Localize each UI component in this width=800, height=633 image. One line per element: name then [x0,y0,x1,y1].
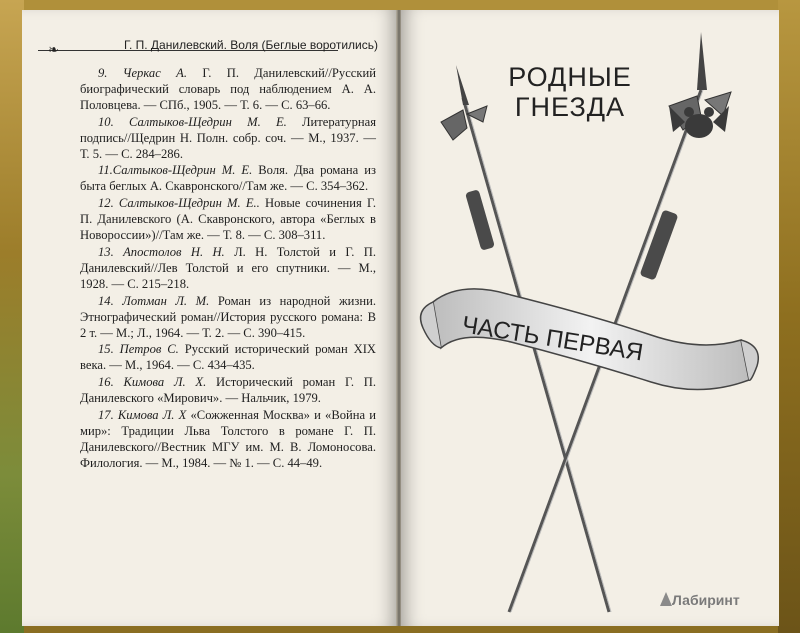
reference-item [80,66,376,114]
reference-author: 12. Салтыков-Щедрин М. Е.. [98,196,260,211]
book-cover-left [0,0,24,633]
reference-item [80,115,376,163]
reference-item [80,342,376,374]
reference-item [80,196,376,244]
reference-list [80,66,376,473]
reference-text: Роман из народной жизни. Этнографический роман//История русского романа: В 2 т. — М.; Л., 1964. — Т. 2. — С. 390–415. [80,293,376,340]
reference-item [80,294,376,342]
reference-text: Новые сочинения Г. П. Данилевского (А. Скавронского, автора «Беглых в Новороссии»)//Там же. — Т. 8. — С. 308–311. [80,196,376,243]
reference-text: Л. Н. Толстой и Г. П. Данилевский//Лев Толстой и его спутники. — М., 1928. — С. 215–218. [80,244,376,291]
labirint-logo-icon [660,592,672,606]
reference-item [80,245,376,293]
fleuron-icon: ❧ [48,42,59,57]
reference-author: 10. Салтыков-Щедрин М. Е. [98,114,287,129]
reference-text: Исторический роман Г. П. Данилевского «Мирович». — Нальчик, 1979. [80,375,376,406]
title-line-2: ГНЕЗДА [514,92,626,122]
header-box [48,36,378,56]
chapter-banner-text: ЧАСТЬ ПЕРВАЯ [460,311,645,367]
reference-item [80,408,376,472]
store-watermark: Лабиринт [672,592,740,608]
header-title: Г. П. Данилевский. Воля (Беглые воротились) [123,38,378,52]
reference-author: 16. Кимова Л. Х. [98,375,207,390]
reference-author: 11.Салтыков-Щедрин М. Е. [98,163,253,178]
book-cover-right [778,0,800,633]
reference-text: Русский исторический роман XIX века. — М., 1964. — С. 434–435. [80,342,376,373]
reference-author: 13. Апостолов Н. Н. [98,244,225,259]
reference-text: Литературная подпись//Щедрин Н. Полн. собр. соч. — М., 1937. — Т. 5. — С. 284–286. [80,114,376,161]
part-title [495,62,645,122]
reference-text: Г. П. Данилевский//Русский биографический словарь под наблюдением А. А. Половцева. — СПб., 1905. — Т. 6. — С. 63–66. [80,66,376,112]
reference-author: 17. Кимова Л. Х [98,408,187,423]
reference-item [80,375,376,407]
title-line-1: РОДНЫЕ [508,62,632,92]
reference-text: Воля. Два романа из быта беглых А. Скавронского//Там же. — С. 354–362. [80,163,376,194]
reference-text: «Сожженная Москва» и «Война и мир»: Традиции Льва Толстого в романе Г. П. Данилевского//Вестник МГУ им. М. В. Ломоносова. Филология. — М., 1984. — № 1. — С. 44–49. [80,408,376,470]
reference-author: 15. Петров С. [98,342,179,357]
reference-author: 14. Лотман Л. М. [98,293,210,308]
reference-author: 9. Черкас А. [98,66,188,80]
reference-item [80,163,376,195]
